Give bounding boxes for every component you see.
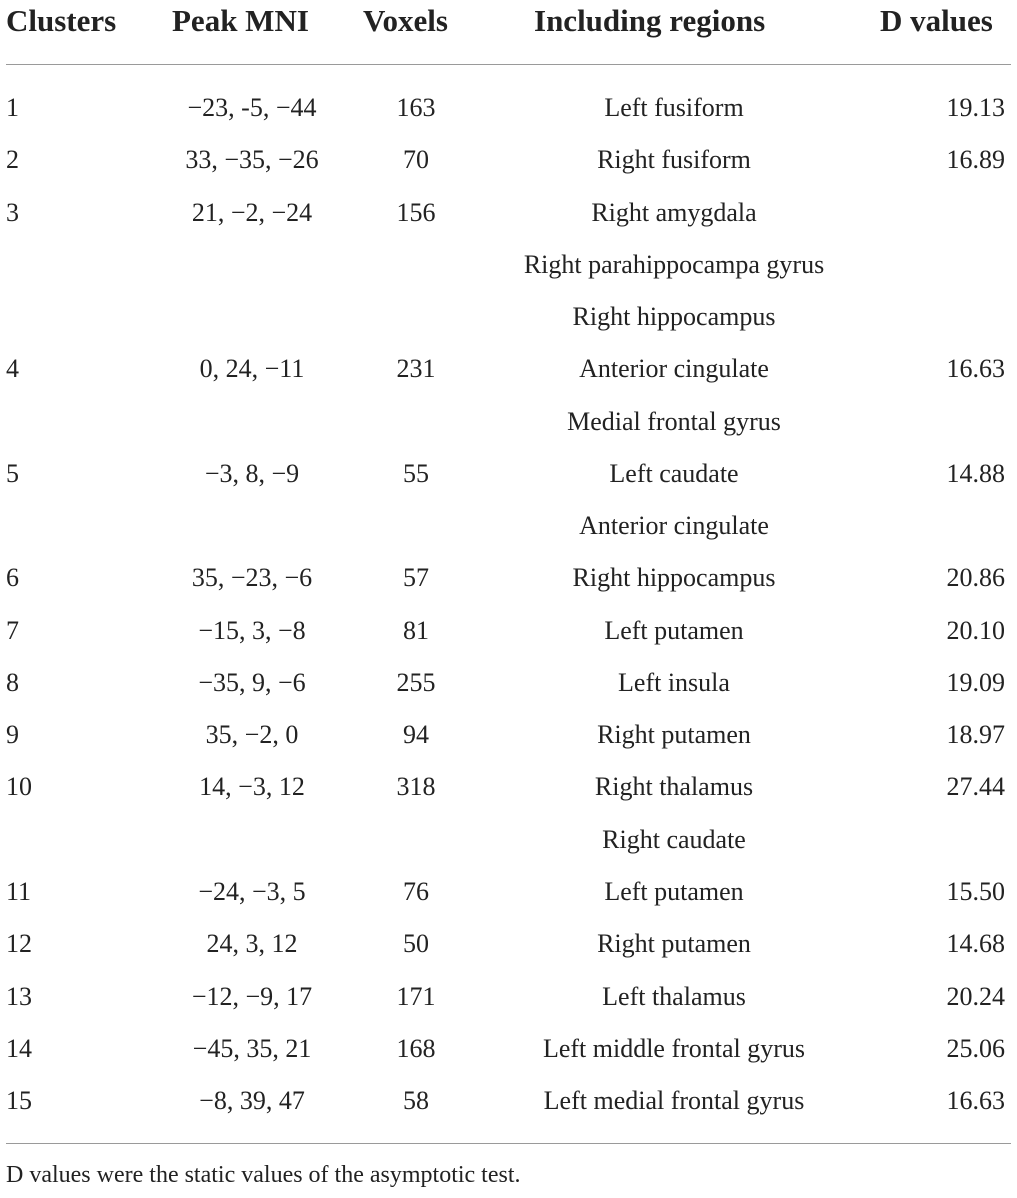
cell-cluster: 3: [6, 197, 19, 227]
cell-d-value: 16.63: [946, 354, 1005, 384]
cell-region: Right caudate: [602, 824, 746, 854]
cell-voxels: 70: [403, 145, 429, 175]
cell-region: Anterior cingulate: [579, 511, 769, 541]
cell-region: Right putamen: [597, 929, 751, 959]
cell-region: Medial frontal gyrus: [567, 406, 781, 436]
table-row: [0, 918, 1017, 970]
table-row: [0, 1023, 1017, 1075]
cell-peak-mni: 33, −35, −26: [185, 145, 319, 175]
header-d-values: D values: [880, 3, 993, 38]
cell-peak-mni: −3, 8, −9: [204, 458, 300, 488]
cell-peak-mni: −24, −3, 5: [198, 876, 306, 906]
cell-voxels: 76: [403, 876, 429, 906]
cell-peak-mni: 24, 3, 12: [206, 929, 298, 959]
cell-cluster: 1: [6, 93, 19, 122]
cell-cluster: 10: [6, 772, 32, 802]
cell-peak-mni: 35, −2, 0: [205, 720, 299, 750]
table-row: [0, 552, 1017, 604]
table-row: [0, 343, 1017, 395]
cell-voxels: 231: [396, 354, 436, 384]
cell-cluster: 2: [6, 145, 19, 175]
cell-region: Left thalamus: [602, 981, 746, 1011]
cell-region: Left putamen: [604, 615, 744, 645]
cell-peak-mni: 35, −23, −6: [191, 563, 313, 593]
table-footnote: D values were the static values of the asymptotic test.: [6, 1162, 521, 1188]
cell-cluster: 6: [6, 563, 19, 593]
cell-region: Right amygdala: [591, 197, 757, 227]
cell-cluster: 7: [6, 615, 19, 645]
table-row: [0, 239, 1017, 291]
cell-d-value: 18.97: [946, 720, 1005, 750]
cell-cluster: 4: [6, 354, 19, 384]
table-row: [0, 448, 1017, 500]
cell-region: Right hippocampus: [572, 563, 776, 593]
cell-d-value: 20.24: [946, 981, 1005, 1011]
cell-region: Left caudate: [609, 458, 739, 488]
cell-peak-mni: −35, 9, −6: [198, 667, 306, 697]
cell-region: Right parahippocampa gyrus: [523, 249, 825, 279]
cell-d-value: 19.13: [946, 93, 1005, 122]
cell-peak-mni: 0, 24, −11: [199, 354, 305, 384]
table-row: [0, 971, 1017, 1023]
cell-peak-mni: −12, −9, 17: [191, 981, 313, 1011]
table-row: [0, 709, 1017, 761]
cell-cluster: 13: [6, 981, 32, 1011]
cell-peak-mni: 14, −3, 12: [199, 772, 305, 802]
cell-d-value: 25.06: [946, 1033, 1005, 1063]
cell-peak-mni: 21, −2, −24: [191, 197, 313, 227]
cell-voxels: 57: [403, 563, 429, 593]
cell-cluster: 12: [6, 929, 32, 959]
cell-voxels: 81: [403, 615, 429, 645]
cell-d-value: 27.44: [946, 772, 1005, 802]
header-including-regions: Including regions: [534, 3, 766, 38]
cell-d-value: 20.86: [946, 563, 1005, 593]
cell-region: Right fusiform: [597, 145, 751, 175]
cell-peak-mni: −23, -5, −44: [187, 93, 317, 122]
cell-d-value: 16.89: [946, 145, 1005, 175]
table-row: [0, 187, 1017, 239]
table-body: [0, 82, 1017, 1127]
cell-d-value: 14.88: [946, 458, 1005, 488]
cell-cluster: 11: [6, 876, 32, 906]
header-peak-mni: Peak MNI: [172, 3, 309, 38]
cell-voxels: 171: [396, 981, 436, 1011]
cell-cluster: 5: [6, 458, 19, 488]
table-row: [0, 82, 1017, 134]
cell-voxels: 58: [403, 1086, 429, 1116]
cell-voxels: 55: [403, 458, 429, 488]
bottom-rule: [6, 1143, 1011, 1144]
table-row: [0, 814, 1017, 866]
header-rule: [6, 64, 1011, 65]
cell-voxels: 156: [396, 197, 436, 227]
cell-d-value: 14.68: [946, 929, 1005, 959]
cell-cluster: 8: [6, 667, 19, 697]
cell-peak-mni: −45, 35, 21: [192, 1033, 312, 1063]
table-row: [0, 396, 1017, 448]
cell-region: Left fusiform: [604, 93, 744, 122]
cell-d-value: 20.10: [946, 615, 1005, 645]
cell-cluster: 14: [6, 1033, 32, 1063]
cell-region: Left medial frontal gyrus: [543, 1086, 805, 1116]
cell-voxels: 255: [396, 667, 436, 697]
table-row: [0, 134, 1017, 186]
cell-region: Right putamen: [597, 720, 751, 750]
header-clusters: Clusters: [6, 3, 117, 38]
cell-d-value: 19.09: [946, 667, 1005, 697]
cell-voxels: 163: [396, 93, 436, 122]
cell-cluster: 15: [6, 1086, 32, 1116]
table-header: [0, 0, 1017, 44]
cell-voxels: 94: [403, 720, 429, 750]
cell-cluster: 9: [6, 720, 19, 750]
table-row: [0, 761, 1017, 813]
table-row: [0, 605, 1017, 657]
cell-region: Left middle frontal gyrus: [542, 1033, 806, 1063]
table-row: [0, 866, 1017, 918]
cell-d-value: 16.63: [946, 1086, 1005, 1116]
cell-region: Right hippocampus: [572, 302, 776, 332]
table-row: [0, 657, 1017, 709]
cell-region: Left insula: [618, 667, 730, 697]
cell-region: Left putamen: [604, 876, 744, 906]
table-row: [0, 500, 1017, 552]
cell-region: Right thalamus: [594, 772, 754, 802]
cell-voxels: 50: [403, 929, 429, 959]
table-row: [0, 1075, 1017, 1127]
cell-peak-mni: −15, 3, −8: [198, 615, 306, 645]
table-row: [0, 291, 1017, 343]
cell-voxels: 318: [396, 772, 436, 802]
cell-d-value: 15.50: [946, 876, 1005, 906]
header-voxels: Voxels: [363, 3, 448, 38]
cell-region: Anterior cingulate: [579, 354, 769, 384]
cell-voxels: 168: [396, 1033, 436, 1063]
cell-peak-mni: −8, 39, 47: [199, 1086, 305, 1116]
